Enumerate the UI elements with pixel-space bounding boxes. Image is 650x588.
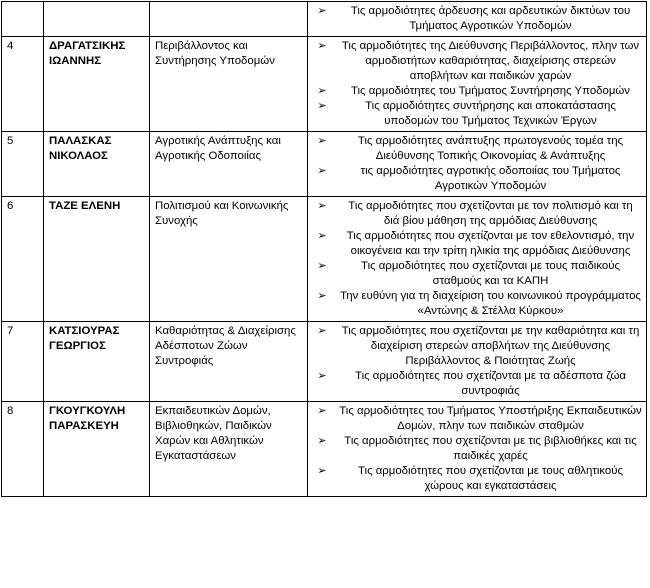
table-row (2, 402, 647, 497)
list-item (317, 289, 642, 319)
list-item (317, 369, 642, 399)
row-number: 7 (2, 322, 44, 402)
duty-text: τις αρμοδιότητες αγροτικής οδοποιίας του Τμήματος Αγροτικών Υποδομών (360, 165, 621, 192)
arrow-bullet-icon: ➢ (317, 290, 327, 302)
row-number: 5 (2, 132, 44, 197)
councillor-name (44, 2, 150, 37)
duty-text: Τις αρμοδιότητες που σχετίζονται με τα αδέσποτα ζώα συντροφιάς (355, 370, 626, 397)
duties-cell (308, 2, 647, 37)
councillor-name: ΓΚΟΥΓΚΟΥΛΗ ΠΑΡΑΣΚΕΥΗ (44, 402, 150, 497)
duty-text: Τις αρμοδιότητες του Τμήματος Υποστήριξης Εκπαιδευτικών Δομών, πλην των παιδικών σταθμών (339, 405, 642, 432)
duties-cell (308, 402, 647, 497)
duty-text: Τις αρμοδιότητες που σχετίζονται με τους παιδικούς σταθμούς και τα ΚΑΠΗ (361, 260, 620, 287)
list-item (317, 229, 642, 259)
responsibility-area: Αγροτικής Ανάπτυξης και Αγροτικής Οδοποιίας (150, 132, 308, 197)
row-number: 8 (2, 402, 44, 497)
councillor-name: ΠΑΛΑΣΚΑΣ ΝΙΚΟΛΑΟΣ (44, 132, 150, 197)
arrow-bullet-icon: ➢ (317, 200, 327, 212)
duty-text: Τις αρμοδιότητες που σχετίζονται με τις βιβλιοθήκες και τις παιδικές χαρές (344, 435, 637, 462)
duties-list (313, 404, 642, 494)
list-item (317, 434, 642, 464)
arrow-bullet-icon: ➢ (317, 260, 327, 272)
duties-cell (308, 37, 647, 132)
table-row (2, 322, 647, 402)
responsibility-area: Εκπαιδευτικών Δομών, Βιβλιοθηκών, Παιδικών Χαρών και Αθλητικών Εγκαταστάσεων (150, 402, 308, 497)
responsibility-area: Πολιτισμού και Κοινωνικής Συνοχής (150, 197, 308, 322)
list-item (317, 464, 642, 494)
table-row (2, 197, 647, 322)
arrow-bullet-icon: ➢ (317, 370, 327, 382)
arrow-bullet-icon: ➢ (317, 465, 327, 477)
responsibilities-table (1, 1, 647, 497)
duties-cell (308, 322, 647, 402)
responsibility-area (150, 2, 308, 37)
duties-list (313, 134, 642, 194)
arrow-bullet-icon: ➢ (317, 40, 327, 52)
arrow-bullet-icon: ➢ (317, 405, 327, 417)
responsibility-area: Καθαριότητας & Διαχείρισης Αδέσποτων Ζώων Συντροφιάς (150, 322, 308, 402)
table-body (2, 2, 647, 497)
duty-text: Τις αρμοδιότητες ανάπτυξης πρωτογενούς τομέα της Διεύθυνσης Τοπικής Οικονομίας & Ανάπτυξης (357, 135, 624, 162)
duty-text: Τις αρμοδιότητες που σχετίζονται με τον εθελοντισμό, την οικογένεια και την τρίτη ηλικία της αρμόδιας Διεύθυνσης (346, 230, 635, 257)
duties-list (313, 39, 642, 129)
duty-text: Τις αρμοδιότητες που σχετίζονται με τον πολιτισμό και τη διά βίου μάθηση της αρμόδιας Διεύθυνσης (348, 200, 633, 227)
duty-text: Τις αρμοδιότητες του Τμήματος Συντήρησης Υποδομών (350, 85, 631, 97)
list-item (317, 99, 642, 129)
table-row (2, 2, 647, 37)
list-item (317, 84, 642, 99)
duties-list (313, 199, 642, 319)
arrow-bullet-icon: ➢ (317, 230, 327, 242)
councillor-name: ΤΑΖΕ ΕΛΕΝΗ (44, 197, 150, 322)
responsibility-area: Περιβάλλοντος και Συντήρησης Υποδομών (150, 37, 308, 132)
row-number: 6 (2, 197, 44, 322)
duty-text: Τις αρμοδιότητες που σχετίζονται με την καθαριότητα και τη διαχείριση στερεών αποβλήτων της Διεύθυνσης Περιβάλλοντος & Ποιότητας Ζωής (341, 325, 640, 367)
list-item (317, 199, 642, 229)
councillor-name: ΚΑΤΣΙΟΥΡΑΣ ΓΕΩΡΓΙΟΣ (44, 322, 150, 402)
list-item (317, 324, 642, 369)
duty-text: Τις αρμοδιότητες που σχετίζονται με τους αθλητικούς χώρους και εγκαταστάσεις (358, 465, 623, 492)
duty-text: Τις αρμοδιότητες της Διεύθυνσης Περιβάλλοντος, πλην των αρμοδιοτήτων καθαριότητας, διαχείρισης στερεών αποβλήτων και παιδικών χαρών (341, 40, 640, 82)
arrow-bullet-icon: ➢ (317, 325, 327, 337)
table-row (2, 132, 647, 197)
duty-text: Τις αρμοδιότητες συντήρησης και αποκατάστασης υποδομών του Τμήματος Τεχνικών Έργων (365, 100, 616, 127)
list-item (317, 404, 642, 434)
councillor-name: ΔΡΑΓΑΤΣΙΚΗΣ ΙΩΑΝΝΗΣ (44, 37, 150, 132)
duty-text: Την ευθύνη για τη διαχείριση του κοινωνικού προγράμματος «Αντώνης & Στέλλα Κύρκου» (340, 290, 641, 317)
duties-cell (308, 197, 647, 322)
row-number: 4 (2, 37, 44, 132)
list-item (317, 164, 642, 194)
duties-list (313, 324, 642, 399)
duty-text: Τις αρμοδιότητες άρδευσης και αρδευτικών δικτύων του Τμήματος Αγροτικών Υποδομών (350, 5, 631, 32)
arrow-bullet-icon: ➢ (317, 85, 327, 97)
list-item (317, 259, 642, 289)
duties-list (313, 4, 642, 34)
arrow-bullet-icon: ➢ (317, 5, 327, 17)
arrow-bullet-icon: ➢ (317, 135, 327, 147)
arrow-bullet-icon: ➢ (317, 165, 327, 177)
list-item (317, 134, 642, 164)
arrow-bullet-icon: ➢ (317, 100, 327, 112)
row-number (2, 2, 44, 37)
list-item (317, 4, 642, 34)
table-row (2, 37, 647, 132)
list-item (317, 39, 642, 84)
arrow-bullet-icon: ➢ (317, 435, 327, 447)
duties-cell (308, 132, 647, 197)
